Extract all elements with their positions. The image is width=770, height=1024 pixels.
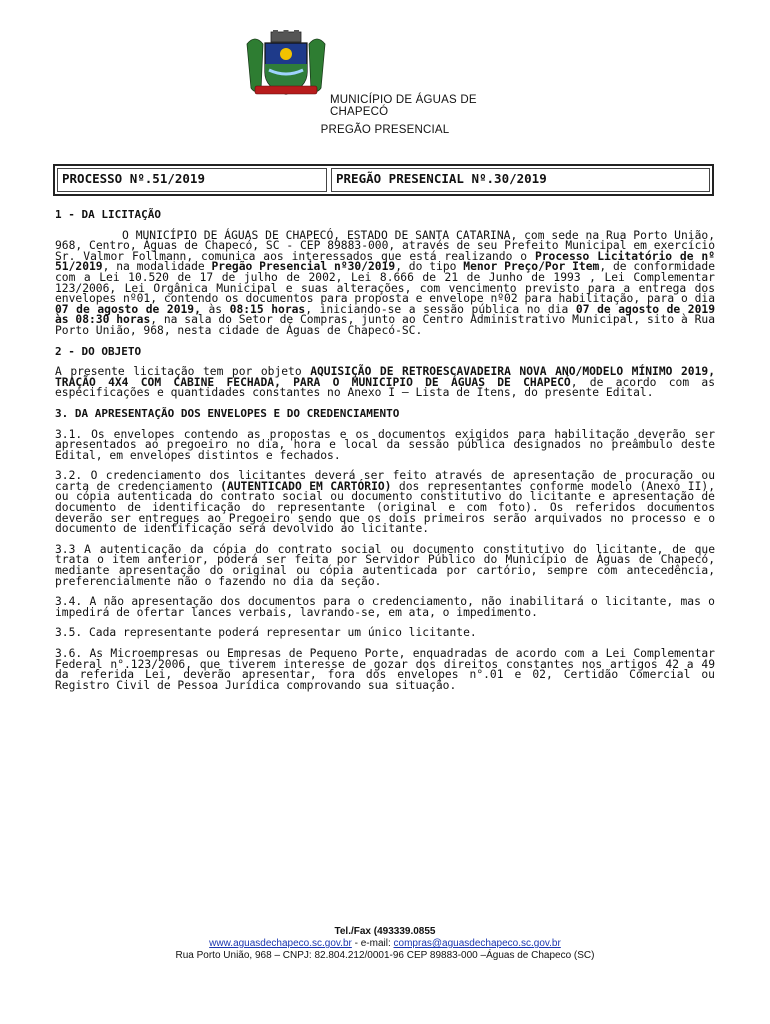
- pregao-number: PREGÃO PRESENCIAL Nº.30/2019: [331, 168, 710, 192]
- page-footer: [0, 926, 770, 962]
- section-1-title: 1 - DA LICITAÇÃO: [55, 208, 161, 221]
- modality-heading: PREGÃO PRESENCIAL: [320, 124, 450, 136]
- clause-3-1: 3.1. Os envelopes contendo as propostas e os documentos exigidos para habilitação deverão ser apresentados ao pregoeiro no dia, hora e local da sessão pública designados no preâmbulo deste Edital, em envelopes distintos e fechados.: [55, 427, 715, 462]
- section-2-title: 2 - DO OBJETO: [55, 344, 142, 358]
- email-link[interactable]: compras@aguasdechapeco.sc.gov.br: [393, 938, 561, 949]
- section-1-paragraph: O MUNICÍPIO DE ÁGUAS DE CHAPECÓ, ESTADO DE SANTA CATARINA, com sede na Rua Porto União, 968, Centro, Águas de Chapecó, SC - CEP 89883-000, através de seu Prefeito Municipal em exercício Sr. Valmor Follmann, comunica aos interessados que está realizando o Processo Licitatório de nº 51/2019, na modalidade Pregão Presencial nº30/2019, do tipo Menor Preço/Por Item, de conformidade com a Lei 10.520 de 17 de julho de 2002, Lei 8.666 de 21 de Junho de 1993 , Lei Complementar 123/2006, Lei Orgânica Municipal e suas alterações, com vencimento previsto para a entrega dos envelopes nº01, contendo os documentos para proposta e envelope nº02 para habilitação, para o dia 07 de agosto de 2019, às 08:15 horas, iniciando-se a sessão pública no dia 07 de agosto de 2019 às 08:30 horas, na sala do Setor de Compras, junto ao Centro Administrativo Municipal, sito à Rua Porto União, 968, nesta cidade de Águas de Chapecó-SC.: [55, 228, 716, 337]
- email-label: - e-mail:: [351, 938, 394, 949]
- document-body: [55, 206, 715, 701]
- section-2-paragraph: A presente licitação tem por objeto AQUISIÇÃO DE RETROESCAVADEIRA NOVA ANO/MODELO MÍNIMO 2019, TRAÇÃO 4X4 COM CABINE FECHADA, PARA O MUNICIPIO DE ÁGUAS DE CHAPECÓ, de acordo com as especificações e quantidades constantes no Anexo I – Lista de Itens, do presente Edital.: [55, 365, 715, 400]
- clause-3-4: 3.4. A não apresentação dos documentos para o credenciamento, não inabilitará o licitante, mas o impedirá de ofertar lances verbais, lavrando-se, em ata, o impedimento.: [55, 595, 715, 619]
- clause-3-3: 3.3 A autenticação da cópia do contrato social ou documento constitutivo do licitante, de que trata o item anterior, poderá ser feita por Servidor Público do Município de Águas de Chapecó, mediante apresentação do original ou cópia autenticada por cartório, sempre com antecedência, preferencialmente não o fazendo no dia da seção.: [55, 542, 715, 588]
- footer-phone: Tel./Fax (493339.0855: [334, 926, 436, 937]
- municipality-heading: MUNICÍPIO DE ÁGUAS DE CHAPECÓ: [330, 94, 477, 118]
- footer-address: Rua Porto União, 968 – CNPJ: 82.804.212/0001-96 CEP 89883-000 –Águas de Chapeco (SC): [175, 950, 595, 961]
- website-link[interactable]: www.aguasdechapeco.sc.gov.br: [209, 938, 352, 949]
- clause-3-6: 3.6. As Microempresas ou Empresas de Pequeno Porte, enquadradas de acordo com a Lei Complementar Federal n°.123/2006, que tiverem interesse de gozar dos direitos constantes nos artigos 42 a 49 da referida Lei, deverão apresentar, fora dos envelopes n°.01 e 02, Certidão Comercial ou Registro Civil de Pessoa Jurídica comprovando sua situação.: [55, 647, 715, 692]
- process-number: PROCESSO Nº.51/2019: [57, 168, 327, 192]
- footer-contacts: [0, 938, 770, 950]
- municipal-coat-of-arms-logo: [245, 30, 327, 98]
- process-info-box: [53, 164, 714, 196]
- clause-3-5: 3.5. Cada representante poderá representar um único licitante.: [55, 626, 477, 640]
- section-3-title: 3. DA APRESENTAÇÃO DOS ENVELOPES E DO CREDENCIAMENTO: [55, 406, 400, 420]
- clause-3-2: 3.2. O credenciamento dos licitantes deverá ser feito através de apresentação de procuração ou carta de credenciamento (AUTENTICADO EM CARTÓRIO) dos representantes conforme modelo (Anexo II), ou cópia autenticada do contrato social ou documento constitutivo do licitante e apresentação de documento de identificação do representante (original e com foto). Os referidos documentos deverão ser entregues ao Pregoeiro sendo que os dois primeiros serão arquivados no processo e o documento de identificação será devolvido ao licitante.: [55, 469, 715, 536]
